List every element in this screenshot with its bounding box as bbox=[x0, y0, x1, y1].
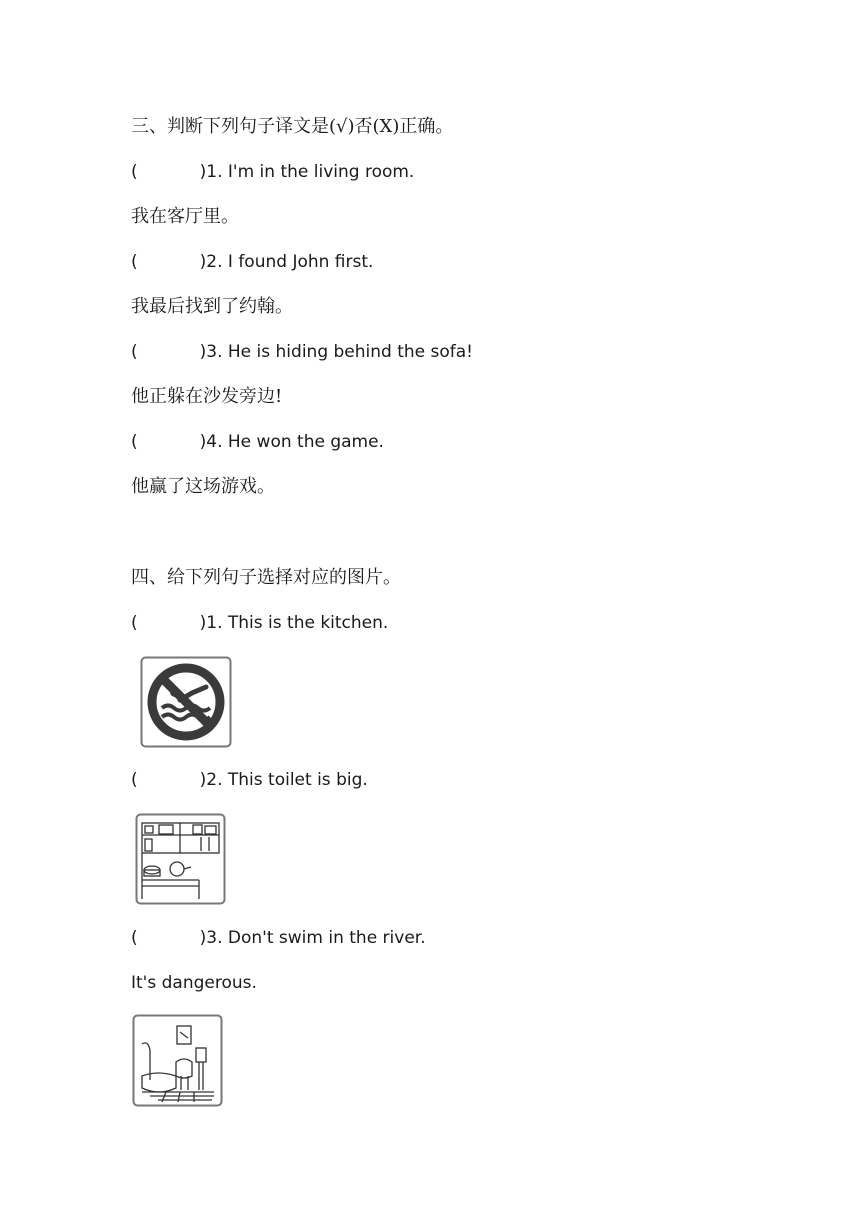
kitchen-picture bbox=[135, 813, 226, 905]
question-item bbox=[131, 161, 414, 183]
question-text: )2. I found John first. bbox=[199, 252, 374, 272]
answer-open-paren: ( bbox=[131, 432, 138, 452]
question-extra-text: It's dangerous. bbox=[131, 973, 257, 993]
translation-text: 我最后找到了约翰。 bbox=[131, 296, 293, 317]
section-4-heading: 四、给下列句子选择对应的图片。 bbox=[131, 567, 401, 588]
answer-open-paren: ( bbox=[131, 613, 138, 633]
no-swimming-sign-icon bbox=[140, 656, 232, 748]
question-item bbox=[131, 431, 384, 453]
section-3-heading: 三、判断下列句子译文是(√)否(X)正确。 bbox=[131, 116, 454, 137]
answer-open-paren: ( bbox=[131, 770, 138, 790]
answer-open-paren: ( bbox=[131, 342, 138, 362]
bathroom-picture bbox=[132, 1014, 223, 1107]
question-item bbox=[131, 341, 473, 363]
translation-text: 他正躲在沙发旁边! bbox=[131, 386, 283, 407]
question-text: )1. I'm in the living room. bbox=[199, 162, 415, 182]
question-text: )3. Don't swim in the river. bbox=[199, 928, 426, 948]
question-text: )2. This toilet is big. bbox=[199, 770, 368, 790]
question-text: )4. He won the game. bbox=[199, 432, 384, 452]
translation-text: 他赢了这场游戏。 bbox=[131, 476, 275, 497]
translation-text: 我在客厅里。 bbox=[131, 206, 239, 227]
question-item bbox=[131, 251, 373, 273]
question-item bbox=[131, 612, 388, 634]
answer-open-paren: ( bbox=[131, 162, 138, 182]
answer-open-paren: ( bbox=[131, 928, 138, 948]
question-item bbox=[131, 769, 368, 791]
question-text: )1. This is the kitchen. bbox=[199, 613, 389, 633]
question-item bbox=[131, 927, 426, 949]
question-text: )3. He is hiding behind the sofa! bbox=[199, 342, 474, 362]
answer-open-paren: ( bbox=[131, 252, 138, 272]
